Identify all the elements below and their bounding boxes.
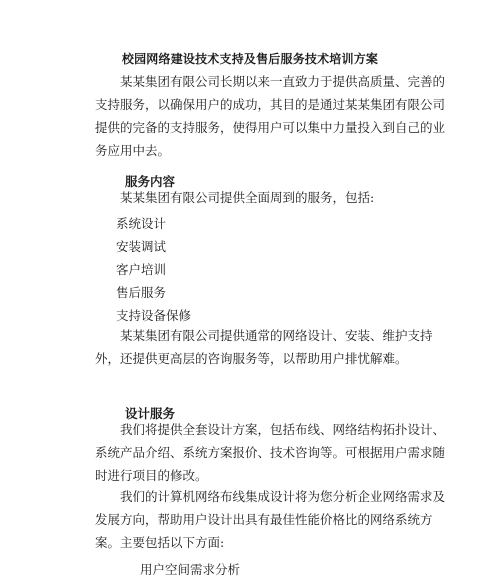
- section-heading-service-content: 服务内容: [125, 174, 176, 189]
- service-content-closing: 某某集团有限公司提供通常的网络设计、安装、维护支持外，还提供更高层的咨询服务等，以帮助用户排忧解难。: [95, 328, 433, 366]
- service-item-after-sales: 售后服务: [116, 285, 167, 300]
- design-service-paragraph-2: 我们的计算机网络布线集成设计将为您分析企业网络需求及发展方向，帮助用户设计出具有最佳性能价格比的网络系统方案。主要包括以下方面:: [95, 489, 446, 550]
- intro-paragraph: 某某集团有限公司长期以来一直致力于提供高质量、完善的支持服务，以确保用户的成功，其目的是通过某某集团有限公司提供的完备的支持服务，使得用户可以集中力量投入到自己的业务应用中去。: [95, 74, 446, 158]
- design-service-partial-line: 用户空间需求分析: [140, 562, 241, 577]
- service-content-lead: 某某集团有限公司提供全面周到的服务，包括:: [120, 190, 375, 205]
- service-item-training: 客户培训: [116, 262, 167, 277]
- section-heading-design-service: 设计服务: [125, 406, 176, 421]
- service-item-warranty: 支持设备保修: [116, 308, 192, 323]
- service-item-installation: 安装调试: [116, 239, 167, 254]
- document-title: 校园网络建设技术支持及售后服务技术培训方案: [121, 52, 379, 66]
- service-item-system-design: 系统设计: [116, 216, 167, 231]
- design-service-paragraph-1: 我们将提供全套设计方案，包括布线、网络结构拓扑设计、系统产品介绍、系统方案报价、技术咨询等。可根据用户需求随时进行项目的修改。: [95, 422, 446, 483]
